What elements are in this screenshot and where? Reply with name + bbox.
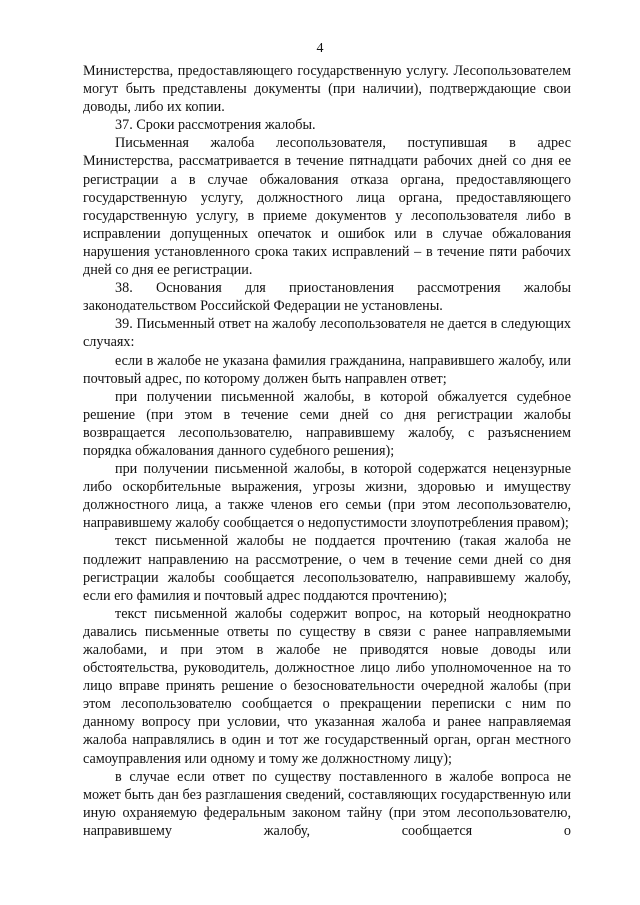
- page-number: 4: [316, 41, 324, 56]
- paragraph-review-period: Письменная жалоба лесопользователя, поступившая в адрес Министерства, рассматривается в течение пятнадцати рабочих дней со дня ее регистрации а в случае обжалования отказа органа, предоставляющего государственную услугу, должностного лица органа, предоставляющего государственную услугу, в приеме документов у лесопользователя либо в исправлении допущенных опечаток и ошибок или в случае обжалования нарушения установленного срока таких исправлений – в течение пяти рабочих дней со дня ее регистрации.: [83, 135, 571, 279]
- paragraph-case-no-surname: если в жалобе не указана фамилия гражданина, направившего жалобу, или почтовый адрес, по которому должен быть направлен ответ;: [83, 352, 571, 387]
- paragraph-continuation: Министерства, предоставляющего государственную услугу. Лесопользователем могут быть представлены документы (при наличии), подтверждающие свои доводы, либо их копии.: [83, 63, 571, 116]
- paragraph-item-38: 38. Основания для приостановления рассмотрения жалобы законодательством Российской Федерации не установлены.: [83, 280, 571, 315]
- paragraph-item-37: 37. Сроки рассмотрения жалобы.: [115, 117, 316, 134]
- body-text: [83, 62, 571, 840]
- paragraph-case-unreadable: текст письменной жалобы не поддается прочтению (такая жалоба не подлежит направлению на рассмотрение, о чем в течение семи дней со дня регистрации жалобы сообщается лесопользователю, направившему жалобу, если его фамилия и почтовый адрес поддаются прочтению);: [83, 533, 571, 604]
- paragraph-case-repeated: текст письменной жалобы содержит вопрос, на который неоднократно давались письменные ответы по существу в связи с ранее направляемыми жалобами, и при этом в жалобе не приводятся новые доводы или обстоятельства, руководитель, должностное лицо либо уполномоченное на то лицо вправе принять решение о безосновательности очередной жалобы (при этом лесопользователю сообщается о прекращении переписки с ним по данному вопросу при условии, что указанная жалоба и ранее направляемая жалоба направлялись в один и тот же государственный орган, орган местного самоуправления или одному и тому же должностному лицу);: [83, 605, 571, 767]
- paragraph-item-39: 39. Письменный ответ на жалобу лесопользователя не дается в следующих случаях:: [83, 316, 571, 351]
- paragraph-case-offensive: при получении письменной жалобы, в которой содержатся нецензурные либо оскорбительные выражения, угрозы жизни, здоровью и имуществу должностного лица, а также членов его семьи (при этом лесопользователю, направившему жалобу сообщается о недопустимости злоупотребления правом);: [83, 461, 571, 532]
- paragraph-case-court-decision: при получении письменной жалобы, в которой обжалуется судебное решение (при этом в течение семи дней со дня регистрации жалобы возвращается лесопользователю, направившему жалобу, с разъяснением порядка обжалования данного судебного решения);: [83, 388, 571, 459]
- paragraph-case-secret: в случае если ответ по существу поставленного в жалобе вопроса не может быть дан без разглашения сведений, составляющих государственную или иную охраняемую федеральным законом тайну (при этом лесопользователю, направившему жалобу, сообщается о: [83, 768, 571, 839]
